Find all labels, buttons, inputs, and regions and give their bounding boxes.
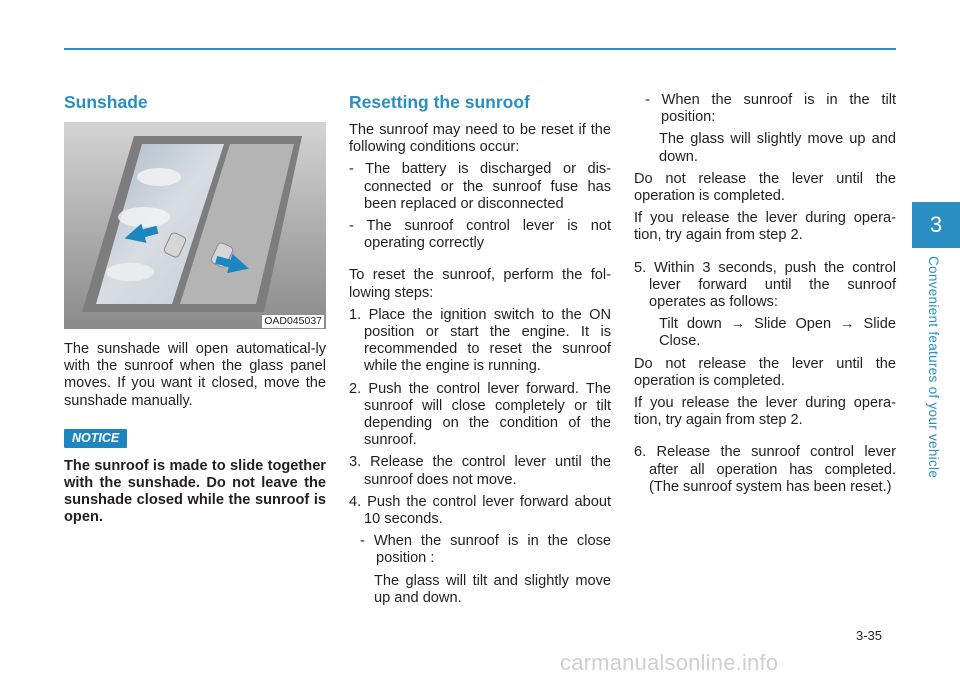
chapter-title-vertical bbox=[922, 256, 944, 496]
sunshade-heading: Sunshade bbox=[64, 92, 148, 112]
step-item: 2. Push the control lever forward. The sunroof will close completely or tilt depending on the condition of the sunroof. bbox=[349, 380, 611, 449]
sequence: Tilt down → Slide Open → Slide Close. bbox=[659, 316, 896, 350]
tilt-result: The glass will slightly move up and down. bbox=[659, 131, 896, 165]
sunroof-illustration bbox=[64, 122, 326, 329]
close-case: - When the sunroof is in the close position : bbox=[360, 533, 611, 567]
step-item: 5. Within 3 seconds, push the control lever forward until the sunroof operates as follows: bbox=[634, 259, 896, 311]
do-not-release: Do not release the lever until the operation is completed. bbox=[634, 170, 896, 205]
condition-item: - The sunroof control lever is not operating correctly bbox=[349, 218, 611, 252]
condition-item: - The battery is discharged or dis-connected or the sunroof fuse has been replaced or disconnected bbox=[349, 161, 611, 212]
do-not-release: Do not release the lever until the operation is completed. bbox=[634, 355, 896, 389]
close-result: The glass will tilt and slightly move up and down. bbox=[374, 572, 611, 606]
column-continued bbox=[634, 92, 896, 501]
chapter-title: Convenient features of your vehicle bbox=[926, 256, 941, 479]
chapter-tab: 3 bbox=[912, 202, 960, 248]
reset-intro: The sunroof may need to be reset if the following conditions occur: bbox=[349, 122, 611, 156]
retry-note: If you release the lever during opera-tion, try again from step 2. bbox=[634, 210, 896, 244]
page-number: 3-35 bbox=[856, 628, 883, 643]
retry-note: If you release the lever during opera-tion, try again from step 2. bbox=[634, 395, 896, 429]
steps-intro: To reset the sunroof, perform the fol-lowing steps: bbox=[349, 267, 611, 301]
header-rule bbox=[64, 48, 896, 50]
notice-text: The sunroof is made to slide together with the sunshade. Do not leave the sunshade closed while the sunroof is open. bbox=[64, 457, 326, 526]
tilt-case: - When the sunroof is in the tilt position: bbox=[645, 92, 896, 126]
sunshade-paragraph: The sunshade will open automatical-ly with the sunroof when the glass panel moves. If you want it closed, move the sunshade manually. bbox=[64, 341, 326, 409]
column-sunshade bbox=[64, 92, 326, 532]
step-item: 3. Release the control lever until the sunroof does not move. bbox=[349, 454, 611, 488]
footer-watermark: carmanualsonline.info bbox=[560, 650, 779, 675]
step-item: 6. Release the sunroof control lever after all operation has completed. (The sunroof system has been reset.) bbox=[634, 444, 896, 495]
notice-badge: NOTICE bbox=[64, 429, 127, 448]
reset-heading: Resetting the sunroof bbox=[349, 92, 530, 112]
step-item: 1. Place the ignition switch to the ON position or start the engine. It is recommended to reset the sunroof while the engine is running. bbox=[349, 306, 611, 375]
column-reset bbox=[349, 92, 611, 612]
sunshade-photo bbox=[64, 122, 326, 329]
image-code: OAD045037 bbox=[264, 315, 322, 327]
step-item: 4. Push the control lever forward about 10 seconds. bbox=[349, 493, 611, 528]
